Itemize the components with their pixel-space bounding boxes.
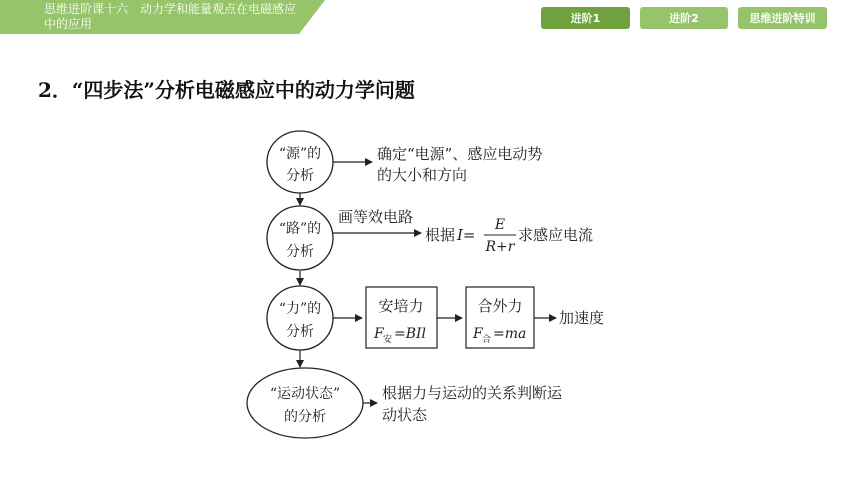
step4-desc-1: 根据力与运动的关系判断运 — [382, 384, 563, 402]
box1-title: 安培力 — [378, 297, 424, 315]
box2-sub: 合 — [482, 335, 492, 345]
step1-desc-1: 确定“电源”、感应电动势 — [377, 145, 543, 163]
tab-advance-1[interactable]: 进阶1 — [541, 7, 630, 29]
tab-advance-2[interactable]: 进阶2 — [640, 7, 728, 29]
step1-label-1: “源”的 — [278, 146, 322, 162]
step4-desc-2: 动状态 — [382, 406, 428, 424]
step3-node — [267, 286, 333, 350]
step4-node — [247, 368, 363, 438]
step3-label-1: “力”的 — [278, 301, 322, 317]
step2-numerator: E — [494, 217, 506, 233]
step2-formula-lhs: I= — [457, 226, 476, 244]
step2-above: 画等效电路 — [338, 208, 414, 226]
step2-denominator: R+r — [485, 239, 515, 255]
step2-label-1: “路”的 — [278, 221, 322, 237]
step2-node — [267, 206, 333, 270]
step4-label-2: 的分析 — [284, 409, 326, 425]
step2-label-2: 分析 — [286, 244, 314, 260]
course-title: 思维进阶课十六 动力学和能量观点在电磁感应中的应用 — [44, 2, 297, 31]
tab-special-training[interactable]: 思维进阶特训 — [738, 7, 827, 29]
box2-title: 合外力 — [477, 297, 523, 315]
box1-sub: 安 — [383, 335, 393, 345]
step1-desc-2: 的大小和方向 — [377, 166, 468, 184]
step3-label-2: 分析 — [286, 324, 314, 340]
step2-desc-post: 求感应电流 — [518, 226, 594, 244]
page-title: 2．“四步法”分析电磁感应中的动力学问题 — [38, 78, 415, 102]
step4-label-1: “运动状态” — [269, 386, 341, 402]
step2-desc-pre: 根据 — [425, 226, 456, 244]
box1-rhs: =BIl — [394, 326, 427, 342]
step3-result: 加速度 — [559, 309, 605, 327]
box2-rhs: =ma — [493, 326, 527, 342]
box1-formula: F — [374, 326, 384, 342]
box2-formula: F — [473, 326, 483, 342]
step1-label-2: 分析 — [286, 168, 314, 184]
